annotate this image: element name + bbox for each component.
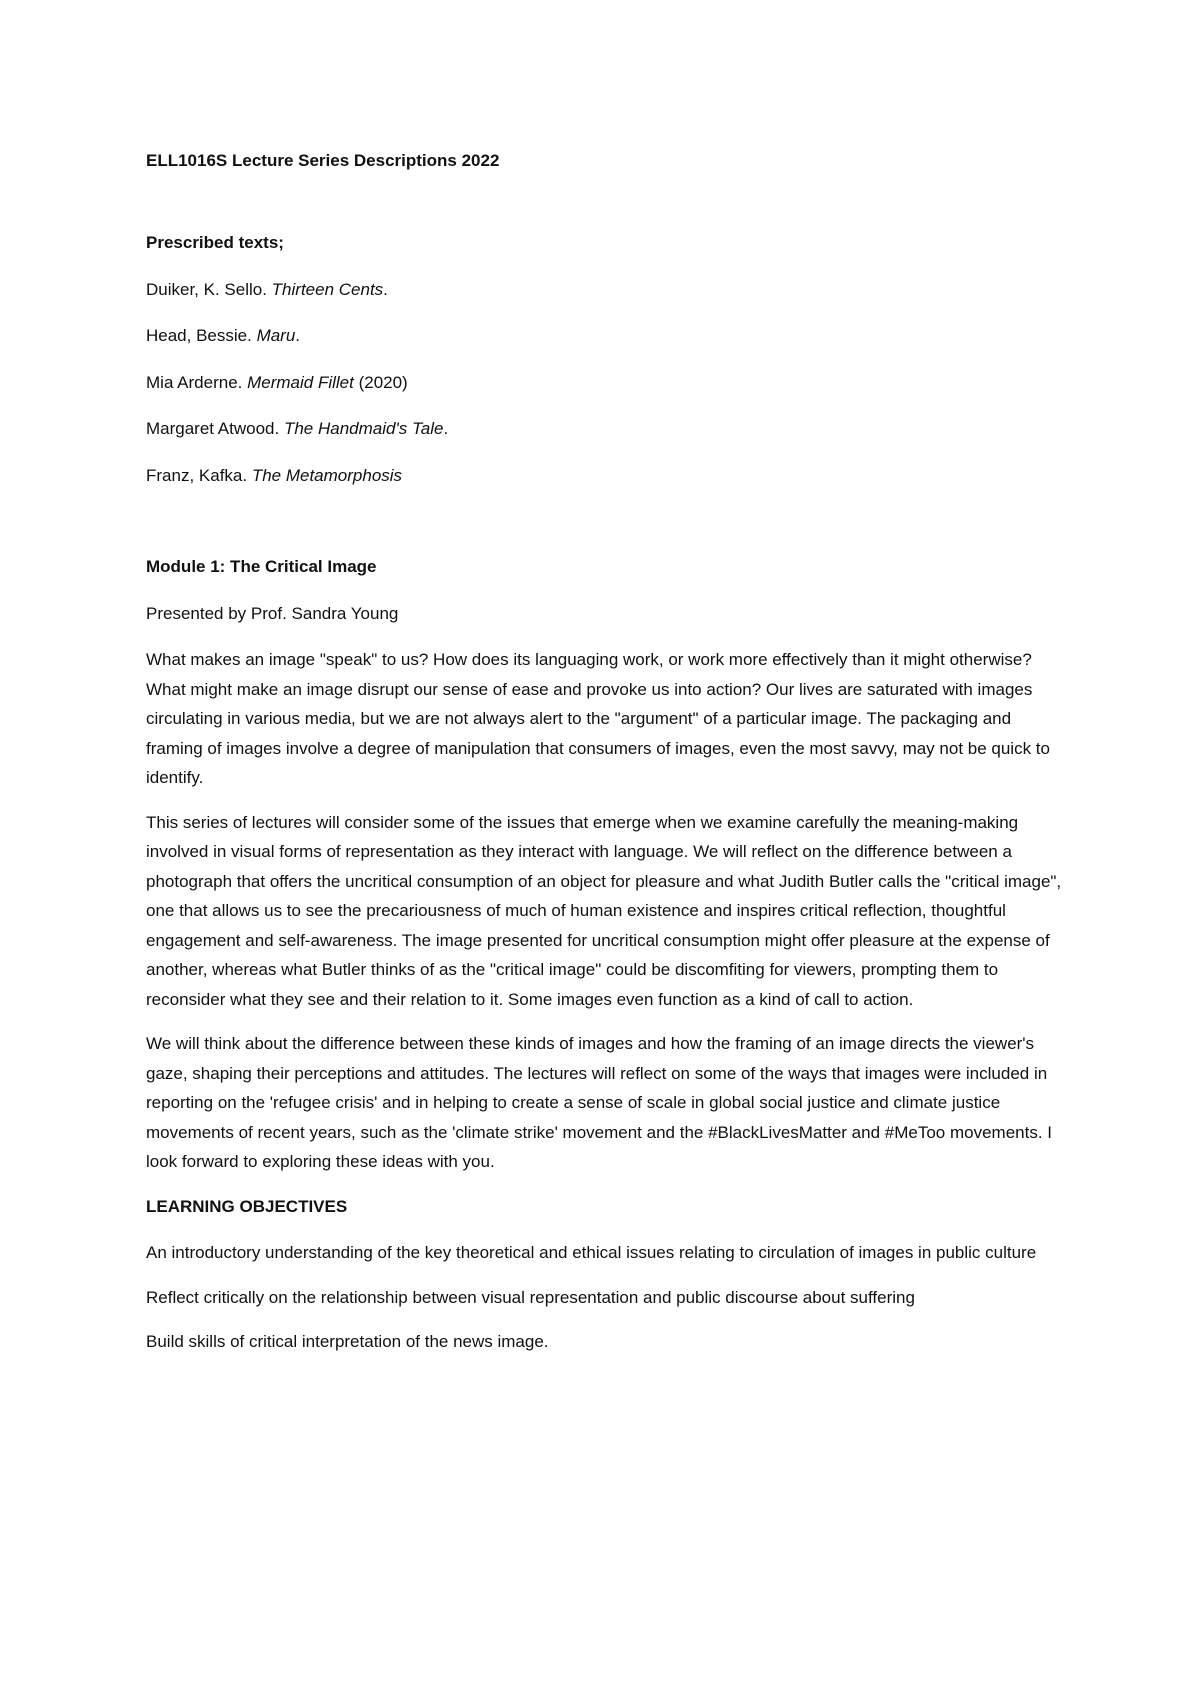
text-suffix: (2020) bbox=[353, 372, 408, 392]
prescribed-text-item bbox=[146, 321, 1066, 351]
text-title: Maru bbox=[256, 326, 296, 345]
text-title: The Handmaid's Tale bbox=[283, 419, 444, 438]
prescribed-text-item bbox=[146, 275, 1066, 305]
text-author: Duiker, K. Sello. bbox=[146, 279, 272, 299]
prescribed-text-item bbox=[146, 414, 1066, 444]
module-presenter: Presented by Prof. Sandra Young bbox=[146, 603, 399, 623]
text-title: Mermaid Fillet bbox=[247, 372, 354, 392]
module-paragraph: This series of lectures will consider some of the issues that emerge when we examine carefully the meaning-making involved in visual forms of representation as they interact with language. We will reflect on the difference between a photograph that offers the uncritical consumption of an object for pleasure and what Judith Butler calls the "critical image", one that allows us to see the precariousness of much of human existence and inspires critical reflection, thoughtful engagement and self-awareness. The image presented for uncritical consumption might offer pleasure at the expense of another, whereas what Butler thinks of as the "critical image" could be discomfiting for viewers, prompting them to reconsider what they see and their relation to it. Some images even function as a kind of call to action. bbox=[146, 812, 1062, 1009]
text-author: Head, Bessie. bbox=[146, 326, 257, 345]
prescribed-text-item bbox=[146, 368, 1066, 398]
spacer bbox=[146, 507, 1066, 552]
prescribed-texts-heading: Prescribed texts; bbox=[146, 233, 284, 252]
spacer bbox=[146, 178, 1066, 228]
text-author: Franz, Kafka. bbox=[146, 465, 252, 485]
learning-objective: Build skills of critical interpretation of the news image. bbox=[146, 1332, 549, 1351]
text-title: Thirteen Cents bbox=[271, 279, 384, 299]
text-suffix: . bbox=[295, 326, 301, 345]
module-paragraph: What makes an image "speak" to us? How does its languaging work, or work more effectively than it might otherwise? What might make an image disrupt our sense of ease and provoke us into action? Our lives are saturated with images circulating in various media, but we are not always alert to the "argument" of a particular image. The packaging and framing of images involve a degree of manipulation that consumers of images, even the most savvy, may not be quick to identify. bbox=[146, 650, 1050, 787]
learning-objectives-heading: LEARNING OBJECTIVES bbox=[146, 1196, 348, 1216]
learning-objective: An introductory understanding of the key theoretical and ethical issues relating to circulation of images in public culture bbox=[146, 1243, 1037, 1262]
text-author: Margaret Atwood. bbox=[146, 419, 284, 438]
text-author: Mia Arderne. bbox=[146, 372, 248, 392]
document-page bbox=[146, 146, 1066, 1372]
text-suffix: . bbox=[443, 419, 449, 438]
text-title: The Metamorphosis bbox=[251, 465, 403, 485]
prescribed-text-item bbox=[146, 461, 1066, 491]
learning-objective: Reflect critically on the relationship between visual representation and public discourse about suffering bbox=[146, 1287, 915, 1307]
text-suffix: . bbox=[383, 279, 388, 299]
module-paragraph: We will think about the difference between these kinds of images and how the framing of an image directs the viewer's gaze, shaping their perceptions and attitudes. The lectures will reflect on some of the ways that images were included in reporting on the 'refugee crisis' and in helping to create a sense of scale in global social justice and climate justice movements of recent years, such as the 'climate strike' movement and the #BlackLivesMatter and #MeToo movements. I look forward to exploring these ideas with you. bbox=[146, 1034, 1053, 1171]
document-title: ELL1016S Lecture Series Descriptions 2022 bbox=[146, 151, 500, 170]
module-heading: Module 1: The Critical Image bbox=[146, 557, 377, 576]
